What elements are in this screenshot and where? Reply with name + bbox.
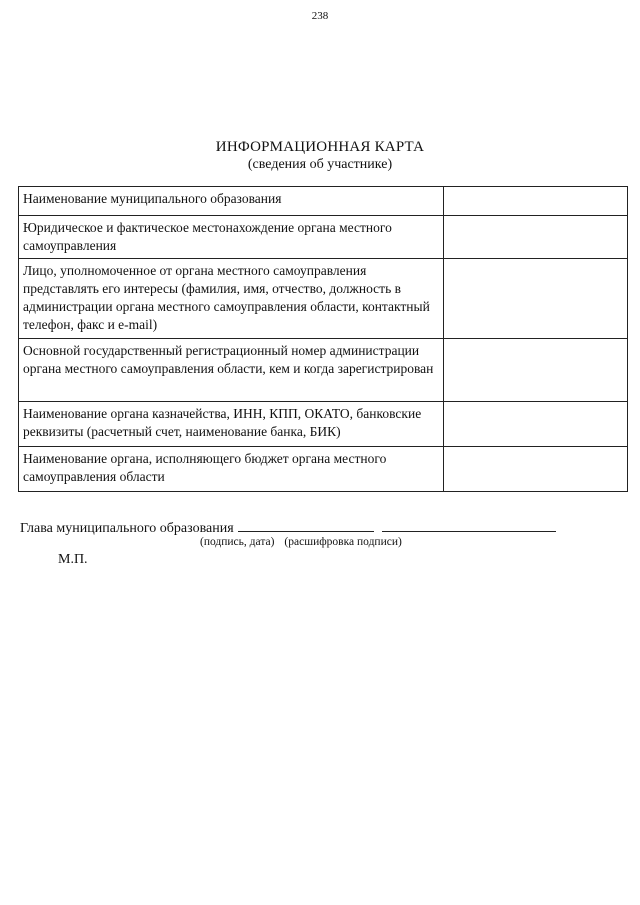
row-label-authorized-person: Лицо, уполномоченное от органа местного самоуправления представлять его интересы (фамилия, имя, отчество, должность в администрации органа местного самоуправления области, контактный телефон, факс и e-mail) [19,259,444,339]
stamp-place: М.П. [58,552,88,567]
document-title: ИНФОРМАЦИОННАЯ КАРТА [215,139,425,155]
title-block [0,138,640,174]
signature-hint-decode: (расшифровка подписи) [284,536,402,548]
page-number: 238 [311,10,329,22]
table-row [19,339,628,402]
signature-blank[interactable] [238,517,374,532]
info-table [18,186,628,492]
signature-hints [200,535,402,549]
row-value-authorized-person[interactable] [444,259,628,339]
row-value-location[interactable] [444,216,628,259]
row-label-municipality-name: Наименование муниципального образования [19,187,444,216]
row-label-registration-number: Основной государственный регистрационный номер администрации органа местного самоуправления области, кем и когда зарегистрирован [19,339,444,402]
row-value-municipality-name[interactable] [444,187,628,216]
signature-decode-blank[interactable] [382,517,556,532]
document-subtitle: (сведения об участнике) [247,157,393,172]
signature-label: Глава муниципального образования [20,521,234,536]
row-label-location: Юридическое и фактическое местонахождение органа местного самоуправления [19,216,444,259]
table-row [19,402,628,447]
row-label-bank-details: Наименование органа казначейства, ИНН, КПП, ОКАТО, банковские реквизиты (расчетный счет, наименование банка, БИК) [19,402,444,447]
table-row [19,259,628,339]
table-row [19,447,628,492]
table-row [19,187,628,216]
signature-hint-sign: (подпись, дата) [200,536,275,548]
row-value-bank-details[interactable] [444,402,628,447]
row-label-budget-executor: Наименование органа, исполняющего бюджет органа местного самоуправления области [19,447,444,492]
table-row [19,216,628,259]
row-value-registration-number[interactable] [444,339,628,402]
row-value-budget-executor[interactable] [444,447,628,492]
